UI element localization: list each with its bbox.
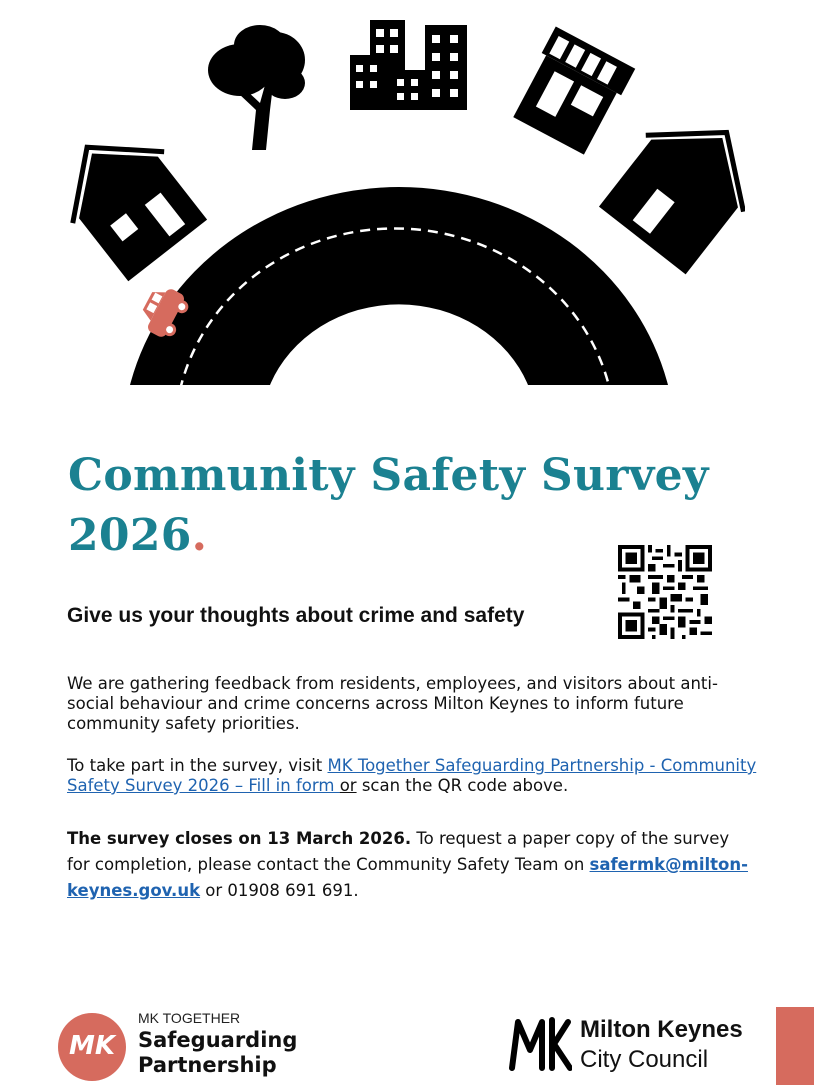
intro-paragraph: We are gathering feedback from residents, employees, and visitors about anti-social behaviour and crime concerns across Milton Keynes to inform future community safety priorities.: [67, 674, 718, 733]
house-icon-left: [70, 112, 213, 287]
mk-mark-icon: [508, 1012, 572, 1076]
closing-paragraph: [67, 826, 757, 904]
house-icon-right: [593, 94, 745, 278]
or-word: or: [339, 776, 357, 795]
mkcc-logo: [508, 1012, 768, 1082]
corner-accent-bar: [776, 1007, 814, 1085]
take-part-prefix: To take part in the survey, visit: [67, 756, 328, 775]
mkcc-subtitle: City Council: [580, 1046, 709, 1073]
mkcc-name: Milton Keynes: [580, 1016, 743, 1043]
buildings-icon: [350, 20, 467, 110]
closing-date: The survey closes on 13 March 2026.: [67, 829, 412, 848]
take-part-suffix: scan the QR code above.: [356, 776, 569, 795]
qr-code-icon[interactable]: [618, 545, 712, 639]
road-arch: [130, 187, 668, 385]
phone-text: or 01908 691 691.: [200, 881, 359, 900]
mk-together-label: MK TOGETHER: [138, 1010, 241, 1026]
shop-icon: [509, 26, 635, 157]
safeguarding-partnership-label: Safeguarding Partnership: [138, 1028, 298, 1077]
email-link[interactable]: safermk@milton-keynes.gov.uk: [67, 855, 748, 900]
hero-illustration: [70, 15, 745, 400]
closing-text: To request a paper copy of the survey for completion, please contact the Community Safety Team on: [67, 829, 730, 874]
take-part-paragraph: [67, 756, 757, 796]
mk-together-logo: [58, 1008, 318, 1083]
tree-icon: [208, 25, 305, 150]
title-dot: .: [191, 510, 208, 561]
page-title: Community Safety Survey 2026.: [68, 450, 709, 561]
survey-link[interactable]: MK Together Safeguarding Partnership - Community Safety Survey 2026 – Fill in form: [67, 756, 757, 795]
subtitle: Give us your thoughts about crime and safety: [67, 604, 525, 627]
mk-circle-logo: MK: [58, 1013, 126, 1081]
